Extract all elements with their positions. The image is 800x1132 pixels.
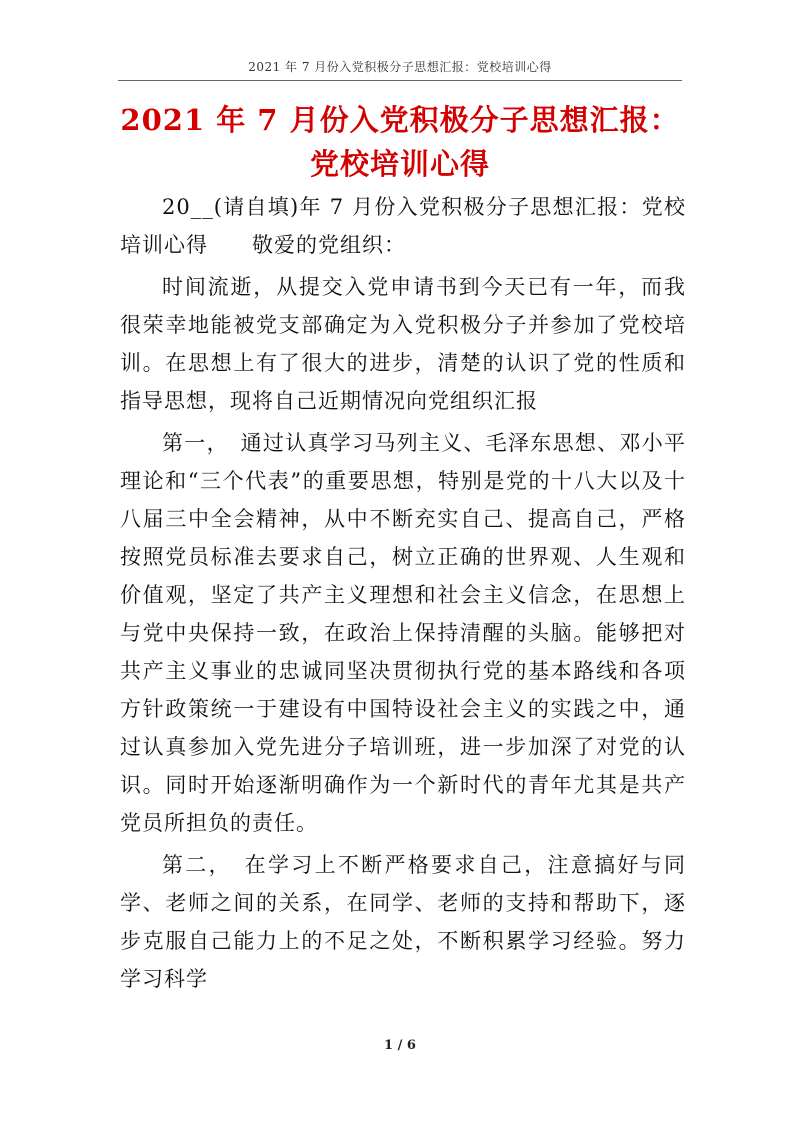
paragraph-first-point: 第一， 通过认真学习马列主义、毛泽东思想、邓小平理论和“三个代表”的重要思想，特别是党的十八大以及十八届三中全会精神，从中不断充实自己、提高自己，严格按照党员标准去要求自己，树立正确的世界观、人生观和价值观，坚定了共产主义理想和社会主义信念，在思想上与党中央保持一致，在政治上保持清醒的头脑。能够把对共产主义事业的忠诚同坚决贯彻执行党的基本路线和各项方针政策统一于建设有中国特设社会主义的实践之中，通过认真参加入党先进分子培训班，进一步加深了对党的认识。同时开始逐渐明确作为一个新时代的青年尤其是共产党员所担负的责任。 [120,431,686,835]
document-body [120,188,686,998]
document-title: 2021 年 7 月份入党积极分子思想汇报：党校培训心得 [120,103,680,181]
header-divider [118,80,682,81]
running-header: 2021 年 7 月份入党积极分子思想汇报：党校培训心得 [248,60,552,74]
paragraph-intro: 20__(请自填)年 7 月份入党积极分子思想汇报：党校培训心得 敬爱的党组织： [120,195,686,257]
paragraph-opening: 时间流逝，从提交入党申请书到今天已有一年，而我很荣幸地能被党支部确定为入党积极分子并参加了党校培训。在思想上有了很大的进步，清楚的认识了党的性质和指导思想，现将自己近期情况向党组织汇报 [120,275,686,413]
paragraph-second-point: 第二， 在学习上不断严格要求自己，注意搞好与同学、老师之间的关系，在同学、老师的支持和帮助下，逐步克服自己能力上的不足之处，不断积累学习经验。努力学习科学 [120,853,686,991]
page-number: 1 / 6 [384,1038,416,1053]
